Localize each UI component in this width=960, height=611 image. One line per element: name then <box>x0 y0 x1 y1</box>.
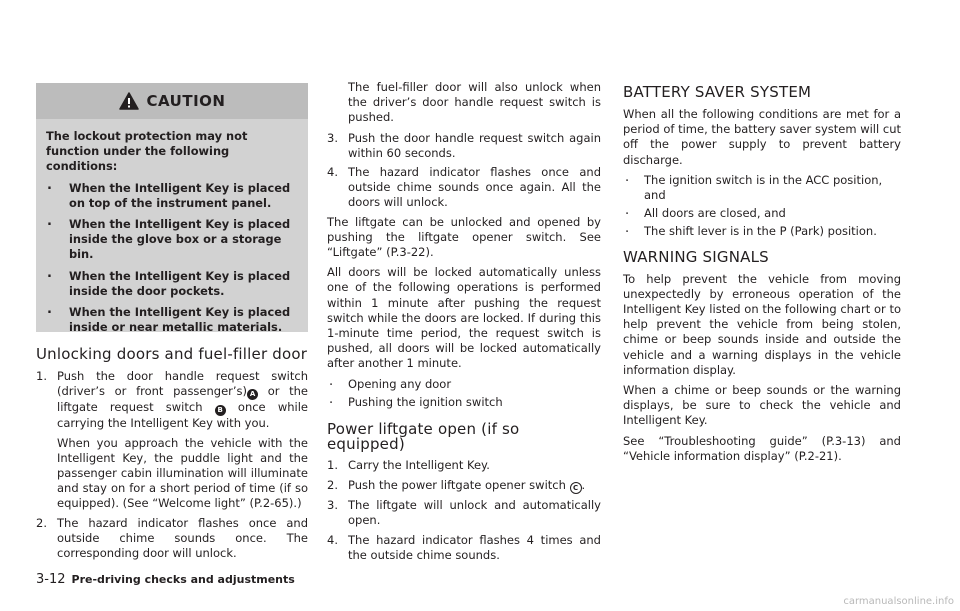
caution-box <box>36 83 308 335</box>
list-item: . The shift lever is in the P (Park) position. <box>623 224 901 239</box>
unlocking-step-1-note: When you approach the vehicle with the Intelligent Key, the puddle light and the passenger cabin illumination will illuminate and stay on for a short period of time (if so equipped). (See “Welcome light” (P.2-65).) <box>57 435 308 511</box>
list-item: . Opening any door <box>327 377 601 392</box>
unlocking-step-4: 4. The hazard indicator flashes once and outside chime sounds once again. All the doors will unlock. <box>327 165 601 210</box>
column-1-text <box>36 345 308 565</box>
caution-item: . When the Intelligent Key is placed inside the door pockets. <box>46 269 298 299</box>
battery-saver-heading: BATTERY SAVER SYSTEM <box>623 83 812 101</box>
warning-paragraph: To help prevent the vehicle from moving unexpectedly by erroneous operation of the Intelligent Key listed on the following chart or to help prevent the vehicle from being stolen, chime or beep sounds inside and outside the vehicle and a warning displays in the vehicle information display. <box>623 271 901 377</box>
section-title: Pre-driving checks and adjustments <box>71 573 295 586</box>
caution-header <box>36 83 308 119</box>
caution-title: CAUTION <box>146 92 226 110</box>
unlocking-step-2: 2. The hazard indicator flashes once and outside chime sounds once. The corresponding door will unlock. <box>36 515 308 561</box>
list-item: . All doors are closed, and <box>623 206 901 221</box>
column-2-text <box>327 80 601 567</box>
warning-triangle-icon <box>119 92 139 110</box>
column-3-text <box>623 83 901 469</box>
power-liftgate-heading: Power liftgate open (if so equipped) <box>327 420 520 454</box>
door-handle-switch-icon: A <box>247 389 258 400</box>
battery-saver-intro: When all the following conditions are met for a period of time, the battery saver system will cut off the power supply to prevent battery discharge. <box>623 107 901 167</box>
caution-item: . When the Intelligent Key is placed on top of the instrument panel. <box>46 181 298 211</box>
unlocking-step-3: 3. Push the door handle request switch again within 60 seconds. <box>327 130 601 160</box>
warning-paragraph: See “Troubleshooting guide” (P.3-13) and “Vehicle information display” (P.2-21). <box>623 433 901 463</box>
power-liftgate-switch-icon: C <box>570 482 582 494</box>
watermark: carmanualsonline.info <box>843 596 954 607</box>
page-footer <box>36 572 295 587</box>
caution-intro: The lockout protection may not function under the following conditions: <box>46 129 248 174</box>
list-item: . Pushing the ignition switch <box>327 395 601 410</box>
power-liftgate-step: 2. Push the power liftgate opener switch C . <box>327 478 601 495</box>
unlocking-step-1: 1. Push the door handle request switch (driver’s or front passenger’s) A or the liftgate request switch B once while carrying the Intelligent Key with you. When you approach the vehicle with the Intelligent Key, the puddle light and the passenger cabin illumination will illuminate and stay on for a short period of time (if so equipped). (See “Welcome light” (P.2-65).) <box>36 369 309 511</box>
auto-lock-paragraph: All doors will be locked automatically unless one of the following operations is performed within 1 minute after pushing the request switch while the doors are locked. If during this 1-minute time period, the request switch is pushed, all doors will be locked automatically after another 1 minute. <box>327 265 601 371</box>
list-item: . The ignition switch is in the ACC position, and <box>623 173 901 203</box>
warning-signals-heading: WARNING SIGNALS <box>623 247 769 266</box>
unlocking-heading: Unlocking doors and fuel-filler door <box>36 345 308 363</box>
liftgate-switch-icon: B <box>215 405 226 416</box>
unlocking-step-2-cont: The fuel-filler door will also unlock when the driver’s door handle request switch is pushed. <box>348 80 601 125</box>
warning-paragraph: When a chime or beep sounds or the warning displays, be sure to check the vehicle and Intelligent Key. <box>623 383 901 428</box>
caution-item: . When the Intelligent Key is placed inside or near metallic materials. <box>46 305 298 335</box>
power-liftgate-step: 4. The hazard indicator flashes 4 times and the outside chime sounds. <box>327 532 601 562</box>
power-liftgate-step: 3. The liftgate will unlock and automatically open. <box>327 498 601 528</box>
page-number: 3-12 <box>36 572 66 587</box>
liftgate-paragraph: The liftgate can be unlocked and opened by pushing the liftgate opener switch. See “Liftgate” (P.3-22). <box>327 214 601 260</box>
caution-body <box>36 119 308 335</box>
caution-item: . When the Intelligent Key is placed inside the glove box or a storage bin. <box>46 217 298 263</box>
power-liftgate-step: 1. Carry the Intelligent Key. <box>327 458 490 473</box>
